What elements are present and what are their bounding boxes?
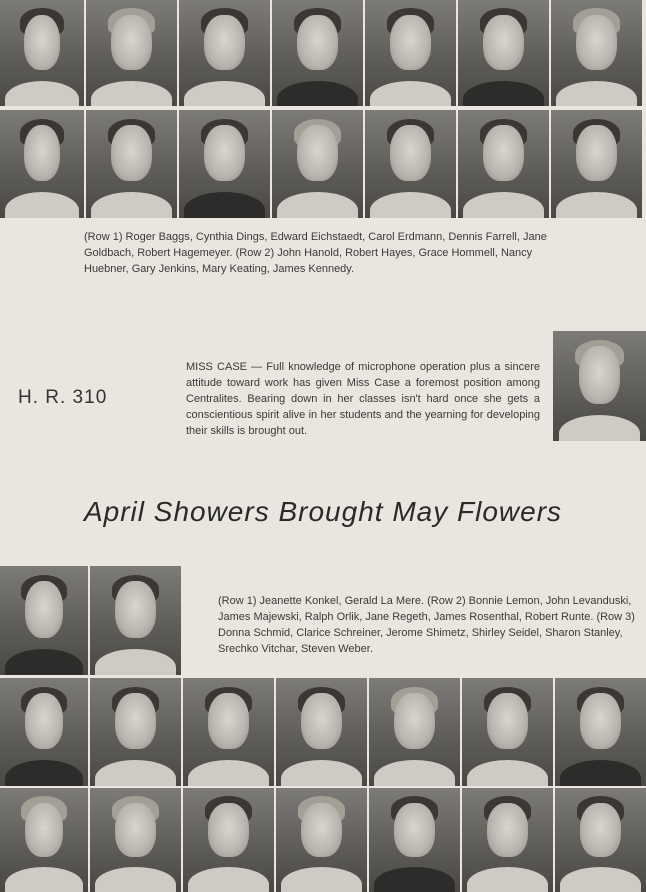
student-photo xyxy=(0,0,84,106)
teacher-bio: MISS CASE — Full knowledge of microphone operation plus a sincere attitude toward work has given Miss Case a foremost position among Centralites. Bearing down in her classes isn't hard once she gets a conscientious spirit alive in her students and the yearning for developing their skills is brought out. xyxy=(186,361,540,437)
section1-caption: (Row 1) Roger Baggs, Cynthia Dings, Edward Eichstaedt, Carol Erdmann, Dennis Farrell, Jane Goldbach, Robert Hagemeyer. (Row 2) John Hanold, Robert Hayes, Grace Hommell, Nancy Huebner, Gary Jenkins, Mary Keating, James Kennedy. xyxy=(84,231,547,275)
student-photo xyxy=(183,788,274,892)
student-photo xyxy=(0,110,84,218)
student-photo xyxy=(369,678,460,786)
student-photo xyxy=(551,0,642,106)
student-photo xyxy=(369,788,460,892)
student-photo xyxy=(183,678,274,786)
student-photo xyxy=(555,678,646,786)
student-photo xyxy=(365,110,456,218)
student-photo xyxy=(0,566,88,675)
student-photo xyxy=(462,788,553,892)
section2-caption: (Row 1) Jeanette Konkel, Gerald La Mere. (Row 2) Bonnie Lemon, John Levanduski, James Majewski, Ralph Orlik, Jane Regeth, James Rosenthal, Robert Runte. (Row 3) Donna Schmid, Clarice Schreiner, Jerome Shimetz, Shirley Seidel, Sharon Stanley, Srechko Vitchar, Steven Weber. xyxy=(218,595,635,655)
student-photo xyxy=(272,0,363,106)
student-photo xyxy=(462,678,553,786)
student-photo xyxy=(551,110,642,218)
teacher-photo xyxy=(553,331,646,441)
student-photo xyxy=(365,0,456,106)
student-photo xyxy=(458,0,549,106)
page-headline: April Showers Brought May Flowers xyxy=(83,496,563,527)
student-photo xyxy=(555,788,646,892)
student-photo xyxy=(90,788,181,892)
student-photo xyxy=(276,678,367,786)
student-photo xyxy=(86,110,177,218)
student-photo xyxy=(90,566,181,675)
student-photo xyxy=(179,110,270,218)
student-photo xyxy=(0,678,88,786)
student-photo xyxy=(179,0,270,106)
student-photo xyxy=(276,788,367,892)
student-photo xyxy=(90,678,181,786)
student-photo xyxy=(458,110,549,218)
student-photo xyxy=(272,110,363,218)
homeroom-label: H. R. 310 xyxy=(18,387,108,408)
student-photo xyxy=(0,788,88,892)
student-photo xyxy=(86,0,177,106)
